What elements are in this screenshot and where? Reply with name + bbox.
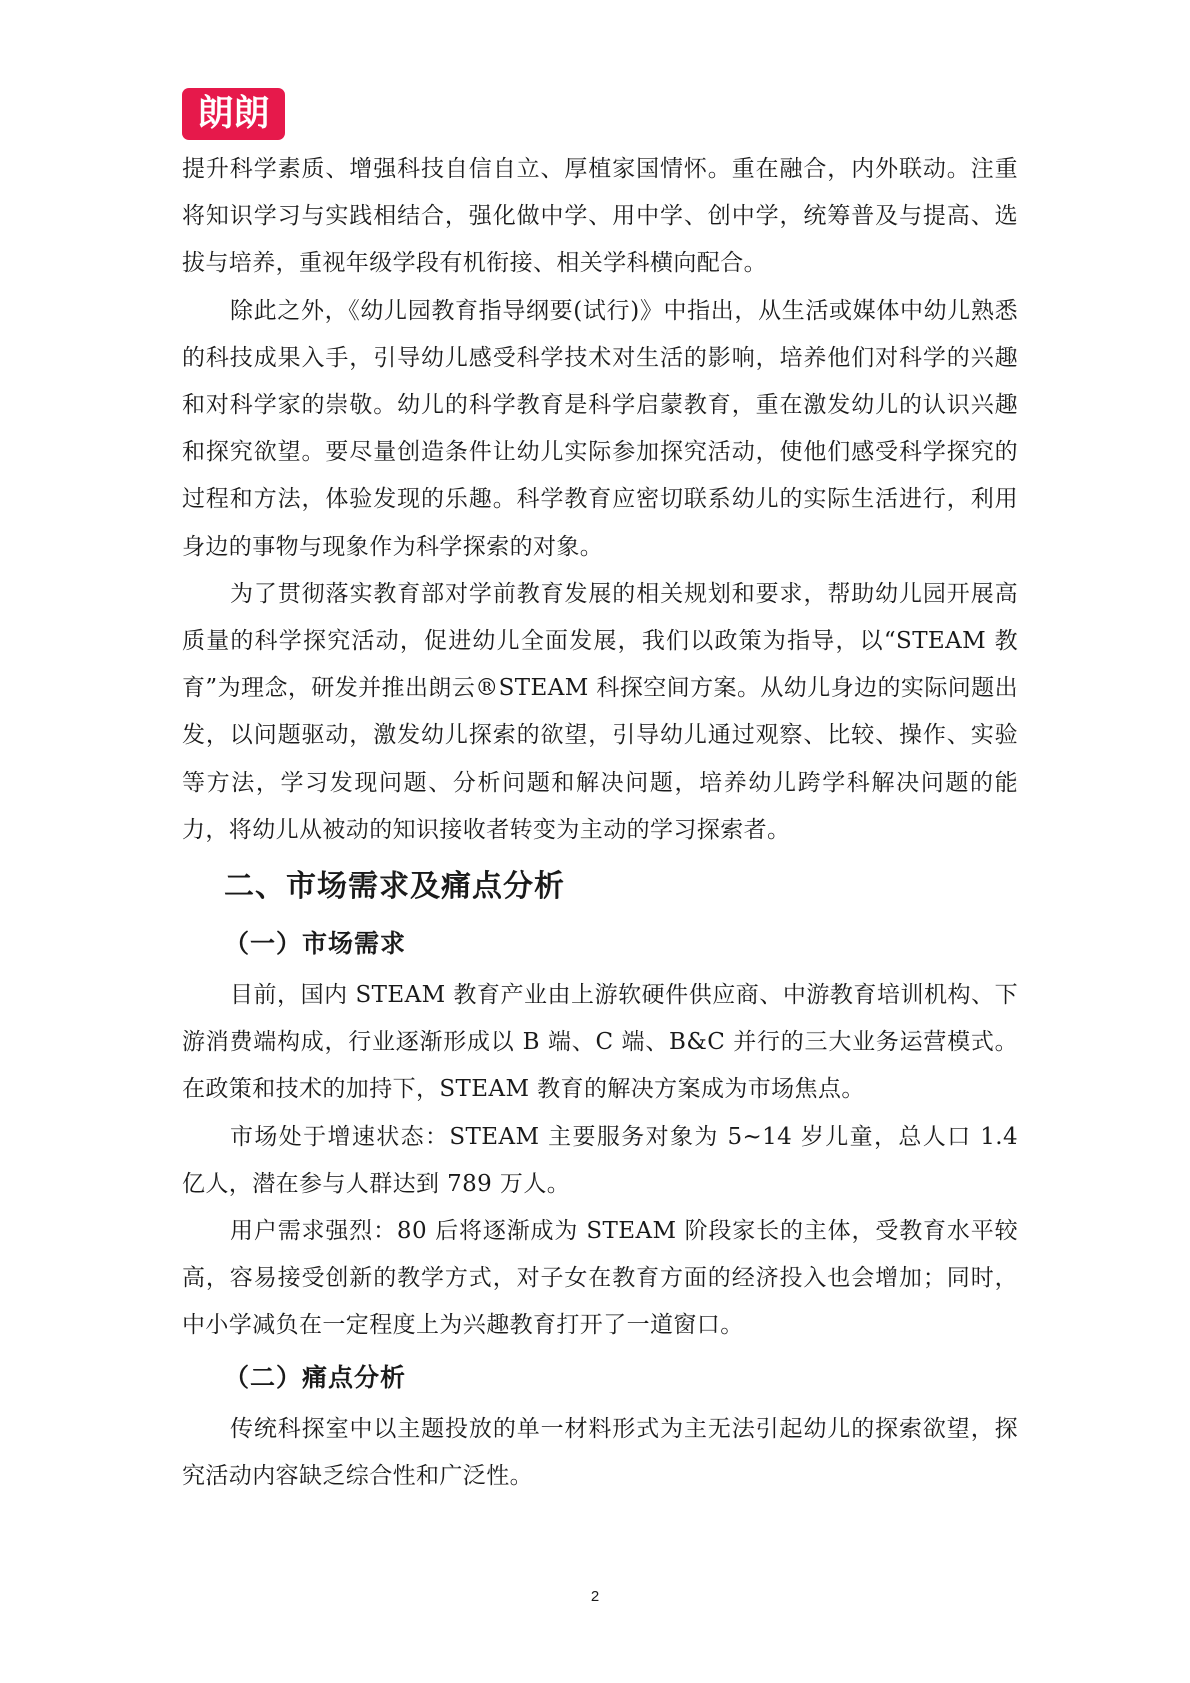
document-body: [182, 146, 1018, 1500]
body-paragraph: 用户需求强烈：80 后将逐渐成为 STEAM 阶段家长的主体，受教育水平较高，容易接受创新的教学方式，对子女在教育方面的经济投入也会增加；同时，中小学减负在一定程度上为兴趣教育打开了一道窗口。: [182, 1218, 1018, 1339]
body-paragraph: 除此之外，《幼儿园教育指导纲要(试行)》中指出，从生活或媒体中幼儿熟悉的科技成果入手，引导幼儿感受科学技术对生活的影响，培养他们对科学的兴趣和对科学家的崇敬。幼儿的科学教育是科学启蒙教育，重在激发幼儿的认识兴趣和探究欲望。要尽量创造条件让幼儿实际参加探究活动，使他们感受科学探究的过程和方法，体验发现的乐趣。科学教育应密切联系幼儿的实际生活进行，利用身边的事物与现象作为科学探索的对象。: [182, 297, 1018, 560]
subsection-heading-market-demand: （一）市场需求: [224, 929, 407, 959]
body-paragraph: 市场处于增速状态：STEAM 主要服务对象为 5~14 岁儿童，总人口 1.4 亿人，潜在参与人群达到 789 万人。: [182, 1123, 1018, 1197]
body-paragraph: 提升科学素质、增强科技自信自立、厚植家国情怀。重在融合，内外联动。注重将知识学习与实践相结合，强化做中学、用中学、创中学，统筹普及与提高、选拔与培养，重视年级学段有机衔接、相关学科横向配合。: [182, 156, 1018, 277]
section-heading: 二、市场需求及痛点分析: [224, 869, 565, 905]
body-paragraph: 为了贯彻落实教育部对学前教育发展的相关规划和要求，帮助幼儿园开展高质量的科学探究活动，促进幼儿全面发展，我们以政策为指导，以“STEAM 教育”为理念，研发并推出朗云®STEAM 科探空间方案。从幼儿身边的实际问题出发，以问题驱动，激发幼儿探索的欲望，引导幼儿通过观察、比较、操作、实验等方法，学习发现问题、分析问题和解决问题，培养幼儿跨学科解决问题的能力，将幼儿从被动的知识接收者转变为主动的学习探索者。: [182, 580, 1018, 843]
subsection-heading-pain-points: （二）痛点分析: [224, 1362, 407, 1392]
page-number: 2: [590, 1588, 600, 1605]
body-paragraph: 传统科探室中以主题投放的单一材料形式为主无法引起幼儿的探索欲望，探究活动内容缺乏综合性和广泛性。: [182, 1415, 1018, 1489]
brand-logo: 朗朗: [182, 88, 285, 140]
body-paragraph: 目前，国内 STEAM 教育产业由上游软硬件供应商、中游教育培训机构、下游消费端构成，行业逐渐形成以 B 端、C 端、B&C 并行的三大业务运营模式。在政策和技术的加持下，STEAM 教育的解决方案成为市场焦点。: [182, 982, 1018, 1103]
